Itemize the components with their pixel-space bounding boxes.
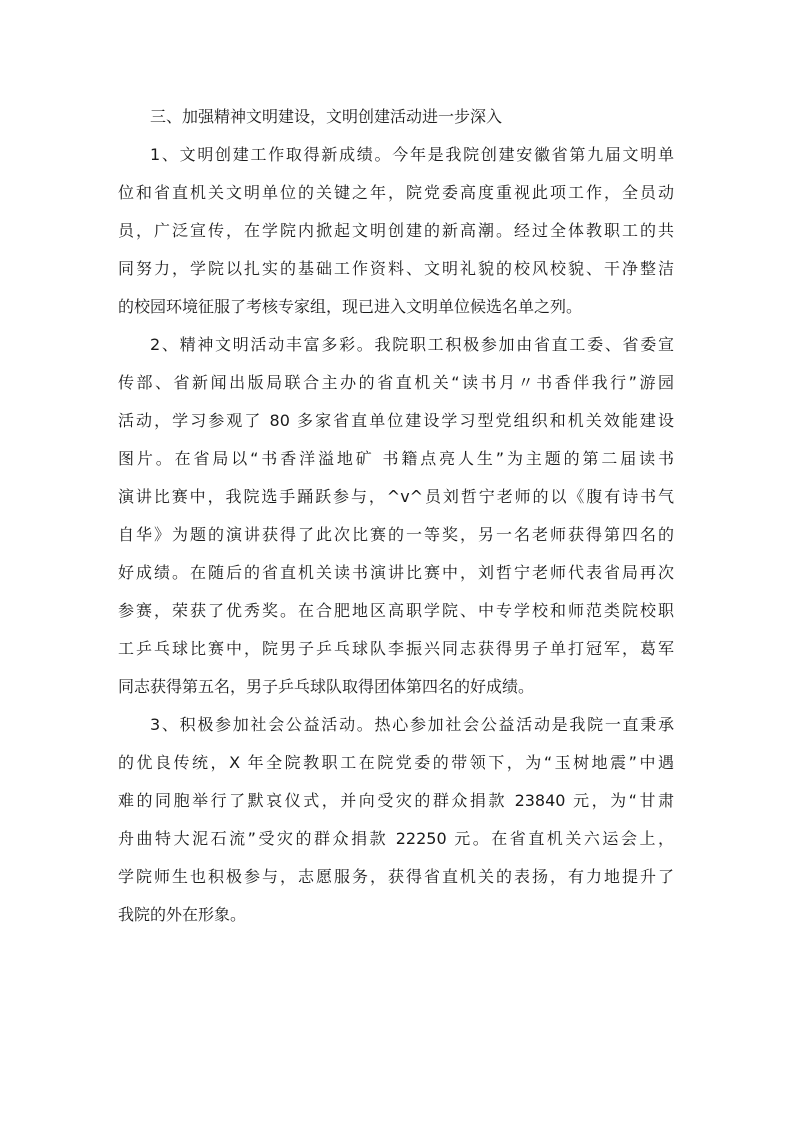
section-heading: 三、加强精神文明建设，文明创建活动进一步深入 <box>150 107 503 126</box>
paragraph-line: 舟曲特大泥石流”受灾的群众捐款 22250 元。在省直机关六运会上， <box>118 829 674 848</box>
paragraph-public-welfare <box>118 706 674 934</box>
paragraph-line: 2、精神文明活动丰富多彩。我院职工积极参加由省直工委、省委宣 <box>150 335 674 354</box>
paragraph-line: 我院的外在形象。 <box>118 905 247 924</box>
paragraph-line: 员，广泛宣传，在学院内掀起文明创建的新高潮。经过全体教职工的共 <box>118 221 674 240</box>
paragraph-line: 参赛，荣获了优秀奖。在合肥地区高职学院、中专学校和师范类院校职 <box>118 601 674 620</box>
paragraph-line: 同志获得第五名，男子乒乓球队取得团体第四名的好成绩。 <box>118 677 535 696</box>
paragraph-line: 位和省直机关文明单位的关键之年，院党委高度重视此项工作，全员动 <box>118 183 674 202</box>
paragraph-line: 3、积极参加社会公益活动。热心参加社会公益活动是我院一直秉承 <box>150 715 674 734</box>
paragraph-line: 工乒乓球比赛中，院男子乒乓球队李振兴同志获得男子单打冠军，葛军 <box>118 639 674 658</box>
paragraph-civilization-creation <box>118 136 674 326</box>
paragraph-line: 活动，学习参观了 80 多家省直单位建设学习型党组织和机关效能建设 <box>118 411 674 430</box>
paragraph-line: 的校园环境征服了考核专家组，现已进入文明单位候选名单之列。 <box>118 297 583 316</box>
paragraph-line: 传部、省新闻出版局联合主办的省直机关“读书月〃书香伴我行”游园 <box>118 373 674 392</box>
paragraph-line: 的优良传统，X 年全院教职工在院党委的带领下，为“玉树地震”中遇 <box>118 753 674 772</box>
paragraph-line: 1、文明创建工作取得新成绩。今年是我院创建安徽省第九届文明单 <box>150 145 674 164</box>
paragraph-spiritual-activities <box>118 326 674 706</box>
paragraph-line: 难的同胞举行了默哀仪式，并向受灾的群众捐款 23840 元，为“甘肃 <box>118 791 674 810</box>
document-page <box>118 98 674 934</box>
paragraph-line: 学院师生也积极参与，志愿服务，获得省直机关的表扬，有力地提升了 <box>118 867 674 886</box>
paragraph-line: 自华》为题的演讲获得了此次比赛的一等奖，另一名老师获得第四名的 <box>118 525 674 544</box>
paragraph-line: 演讲比赛中，我院选手踊跃参与，^v^员刘哲宁老师的以《腹有诗书气 <box>118 487 674 506</box>
paragraph-line: 好成绩。在随后的省直机关读书演讲比赛中，刘哲宁老师代表省局再次 <box>118 563 674 582</box>
paragraph-line: 图片。在省局以“书香洋溢地矿 书籍点亮人生”为主题的第二届读书 <box>118 449 674 468</box>
paragraph-line: 同努力，学院以扎实的基础工作资料、文明礼貌的校风校貌、干净整洁 <box>118 259 674 278</box>
